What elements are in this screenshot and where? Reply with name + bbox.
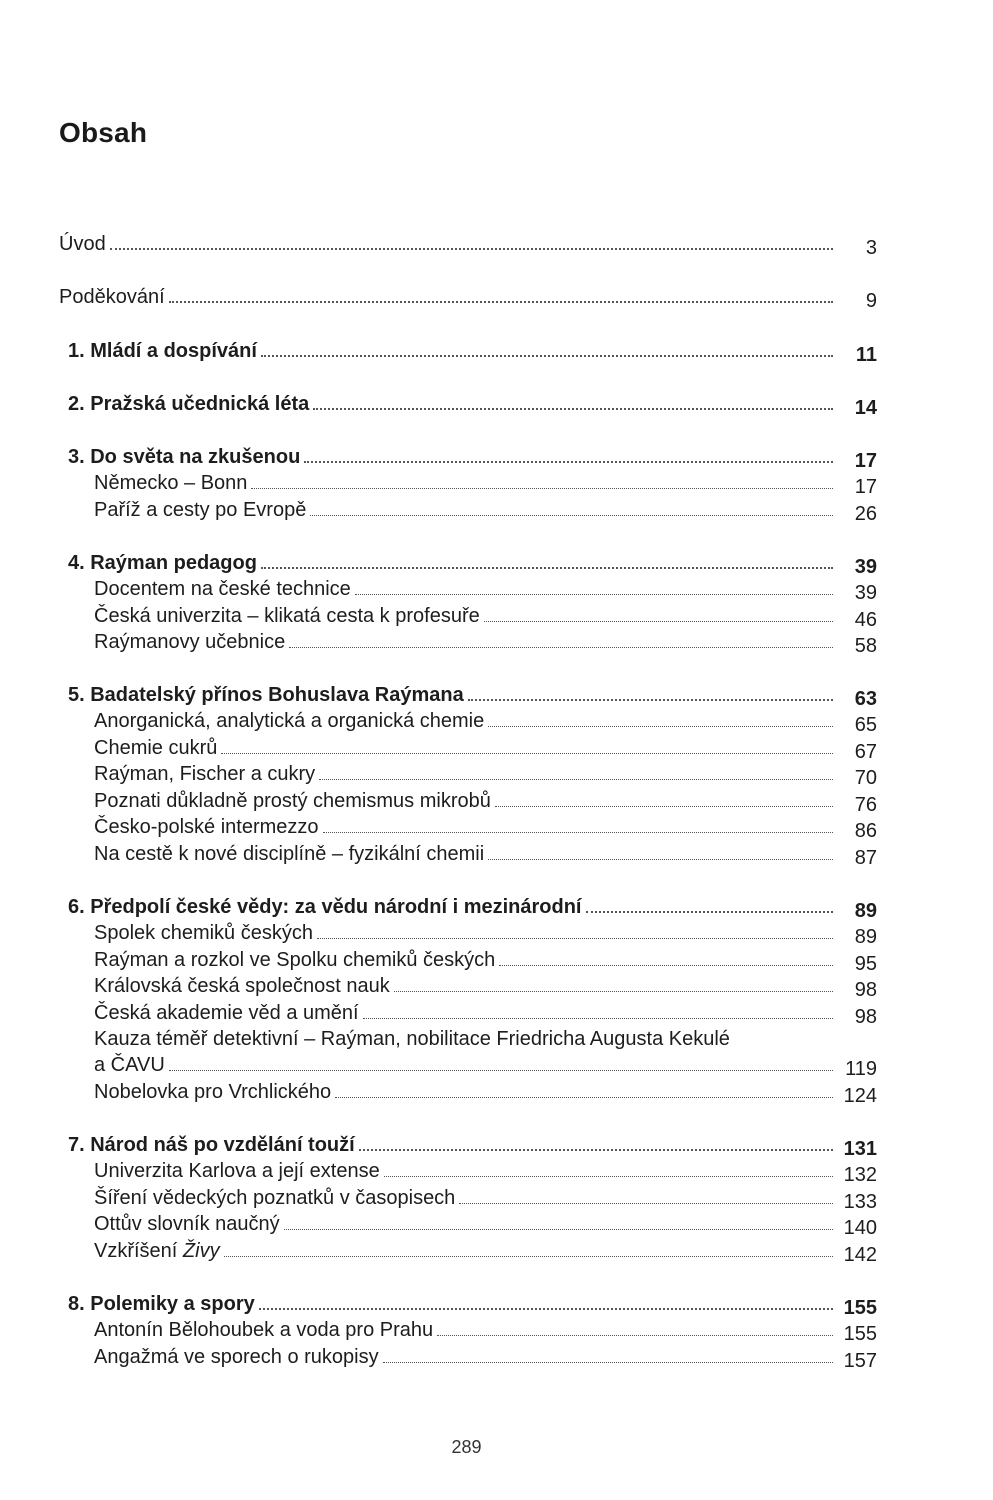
- toc-entry-label: Poděkování: [59, 286, 165, 308]
- toc-page-number: 58: [854, 635, 877, 657]
- toc-page-number: 87: [854, 847, 877, 869]
- toc-entry-label: 7. Národ náš po vzdělání touží: [68, 1134, 355, 1156]
- dot-leader: [313, 408, 833, 410]
- toc-page-number: 11: [855, 344, 877, 366]
- toc-section[interactable]: [94, 1212, 877, 1239]
- dot-leader: [488, 726, 833, 727]
- toc-entry-label: Šíření vědeckých poznatků v časopisech: [94, 1187, 456, 1209]
- toc-section[interactable]: [94, 1159, 877, 1186]
- toc-page-number: 67: [854, 741, 877, 763]
- toc-chapter-1[interactable]: [68, 339, 877, 366]
- dot-leader: [261, 355, 833, 357]
- toc-section[interactable]: [94, 815, 877, 842]
- toc-page-number: 65: [854, 714, 877, 736]
- toc-chapter-3[interactable]: [68, 445, 877, 472]
- toc-section[interactable]: [94, 921, 877, 948]
- toc-entry-label: Antonín Bělohoubek a voda pro Prahu: [94, 1319, 434, 1341]
- toc-page-number: 39: [854, 582, 877, 604]
- toc-chapter-2[interactable]: [68, 392, 877, 419]
- toc-section[interactable]: [94, 948, 877, 975]
- toc-entry-label: Německo – Bonn: [94, 472, 248, 494]
- toc-entry-label: Na cestě k nové disciplíně – fyzikální chemii: [94, 843, 485, 865]
- toc-entry-label: Chemie cukrů: [94, 737, 218, 759]
- toc-page-number: 142: [843, 1244, 877, 1266]
- toc-section[interactable]: [94, 1345, 877, 1372]
- dot-leader: [259, 1308, 833, 1310]
- toc-section[interactable]: [94, 1239, 877, 1266]
- dot-leader: [459, 1203, 833, 1204]
- dot-leader: [359, 1149, 833, 1151]
- dot-leader: [284, 1229, 833, 1230]
- toc-page-number: 76: [854, 794, 877, 816]
- toc-entry-label: Spolek chemiků českých: [94, 922, 313, 944]
- toc-page-number: 157: [843, 1350, 877, 1372]
- toc-section[interactable]: [94, 789, 877, 816]
- toc-section[interactable]: [94, 1053, 877, 1080]
- dot-leader: [468, 699, 833, 701]
- toc-section[interactable]: [94, 1001, 877, 1028]
- toc-entry-label: Úvod: [59, 233, 106, 255]
- toc-section[interactable]: [94, 630, 877, 657]
- toc-entry-label: a ČAVU: [94, 1054, 165, 1076]
- toc-section[interactable]: [94, 471, 877, 498]
- dot-leader: [323, 832, 833, 833]
- toc-page-number: 39: [854, 556, 877, 578]
- toc-entry-label-italic: Živy: [182, 1240, 220, 1262]
- dot-leader: [363, 1018, 833, 1019]
- toc-page-number: 95: [854, 953, 877, 975]
- toc-entry-label: Česko-polské intermezzo: [94, 816, 319, 838]
- toc-page-number: 119: [845, 1058, 877, 1080]
- toc-page-number: 17: [854, 450, 877, 472]
- toc-page-number: 132: [843, 1164, 877, 1186]
- toc-chapter-8[interactable]: [68, 1292, 877, 1319]
- toc-section[interactable]: [94, 604, 877, 631]
- toc-page-number: 89: [854, 926, 877, 948]
- toc-entry-label: Angažmá ve sporech o rukopisy: [94, 1346, 379, 1368]
- toc-entry-label: Anorganická, analytická a organická chemie: [94, 710, 485, 732]
- toc-chapter-6[interactable]: [68, 895, 877, 922]
- toc-entry-label: Nobelovka pro Vrchlického: [94, 1081, 332, 1103]
- toc-entry-label: 2. Pražská učednická léta: [68, 393, 310, 415]
- toc-entry-label: Raýman, Fischer a cukry: [94, 763, 316, 785]
- toc-entry-label: 6. Předpolí české vědy: za vědu národní i mezinárodní: [68, 896, 582, 918]
- toc-page-number: 26: [854, 503, 877, 525]
- dot-leader: [317, 938, 833, 939]
- dot-leader: [488, 859, 833, 860]
- toc-entry-uvod[interactable]: [59, 232, 877, 259]
- toc-entry-label: Poznati důkladně prostý chemismus mikrobů: [94, 790, 491, 812]
- dot-leader: [289, 647, 833, 648]
- toc-chapter-7[interactable]: [68, 1133, 877, 1160]
- toc-section[interactable]: [94, 1080, 877, 1107]
- dot-leader: [261, 567, 833, 569]
- toc-page-number: 9: [865, 290, 877, 312]
- toc-page-number: 155: [843, 1323, 877, 1345]
- toc-section[interactable]: [94, 1318, 877, 1345]
- dot-leader: [169, 1070, 833, 1071]
- toc-section[interactable]: [94, 762, 877, 789]
- toc-page-number: 131: [843, 1138, 877, 1160]
- toc-section[interactable]: [94, 709, 877, 736]
- toc-page-number: 89: [854, 900, 877, 922]
- dot-leader: [221, 753, 833, 754]
- toc-page-number: 133: [843, 1191, 877, 1213]
- toc-page-number: 70: [854, 767, 877, 789]
- toc-page-number: 98: [854, 979, 877, 1001]
- toc-entry-label: 8. Polemiky a spory: [68, 1293, 255, 1315]
- toc-entry-label: [94, 1239, 220, 1263]
- toc-entry-label: 1. Mládí a dospívání: [68, 340, 257, 362]
- toc-page-number: 98: [854, 1006, 877, 1028]
- toc-entry-label: Raýmanovy učebnice: [94, 631, 286, 653]
- toc-chapter-4[interactable]: [68, 551, 877, 578]
- toc-entry-label: Univerzita Karlova a její extense: [94, 1160, 380, 1182]
- dot-leader: [310, 515, 833, 516]
- toc-entry-label: 4. Raýman pedagog: [68, 552, 257, 574]
- toc-section[interactable]: [94, 842, 877, 869]
- dot-leader: [586, 911, 834, 913]
- toc-entry-label: Česká univerzita – klikatá cesta k profesuře: [94, 605, 480, 627]
- dot-leader: [495, 806, 833, 807]
- toc-entry-label: Královská česká společnost nauk: [94, 975, 390, 997]
- toc-entry-label: Paříž a cesty po Evropě: [94, 499, 307, 521]
- dot-leader: [437, 1335, 833, 1336]
- toc-entry-podekovani[interactable]: [59, 285, 877, 312]
- dot-leader: [224, 1256, 833, 1257]
- toc-page-number: 155: [843, 1297, 877, 1319]
- page-number: 289: [451, 1437, 482, 1457]
- toc-section[interactable]: [94, 974, 877, 1001]
- toc-page-number: 63: [854, 688, 877, 710]
- dot-leader: [384, 1176, 833, 1177]
- toc-page-number: 17: [854, 476, 877, 498]
- toc-page-number: 3: [865, 237, 877, 259]
- toc-entry-label: Docentem na české technice: [94, 578, 351, 600]
- dot-leader: [304, 461, 833, 463]
- toc-section-label-line1[interactable]: Kauza téměř detektivní – Raýman, nobilitace Friedricha Augusta Kekulé: [94, 1028, 730, 1050]
- dot-leader: [319, 779, 833, 780]
- dot-leader: [110, 248, 833, 250]
- toc-entry-label: 3. Do světa na zkušenou: [68, 446, 301, 468]
- toc-section[interactable]: [94, 498, 877, 525]
- dot-leader: [394, 991, 833, 992]
- dot-leader: [484, 621, 833, 622]
- toc-section[interactable]: [94, 736, 877, 763]
- page-title: Obsah: [59, 116, 148, 148]
- dot-leader: [335, 1097, 833, 1098]
- toc-section[interactable]: [94, 577, 877, 604]
- dot-leader: [169, 301, 833, 303]
- toc-page-number: 14: [854, 397, 877, 419]
- dot-leader: [499, 965, 833, 966]
- toc-page-number: 46: [854, 609, 877, 631]
- toc-page-number: 124: [843, 1085, 877, 1107]
- toc-entry-label: Raýman a rozkol ve Spolku chemiků českých: [94, 949, 496, 971]
- dot-leader: [383, 1362, 833, 1363]
- toc-entry-label-prefix: Vzkříšení: [94, 1240, 183, 1262]
- toc-page-number: 140: [843, 1217, 877, 1239]
- dot-leader: [251, 488, 833, 489]
- toc-page-number: 86: [854, 820, 877, 842]
- toc-entry-label: Česká akademie věd a umění: [94, 1002, 359, 1024]
- dot-leader: [355, 594, 833, 595]
- toc-entry-label: 5. Badatelský přínos Bohuslava Raýmana: [68, 684, 464, 706]
- toc-section[interactable]: [94, 1186, 877, 1213]
- toc-chapter-5[interactable]: [68, 683, 877, 710]
- toc-entry-label: Ottův slovník naučný: [94, 1213, 280, 1235]
